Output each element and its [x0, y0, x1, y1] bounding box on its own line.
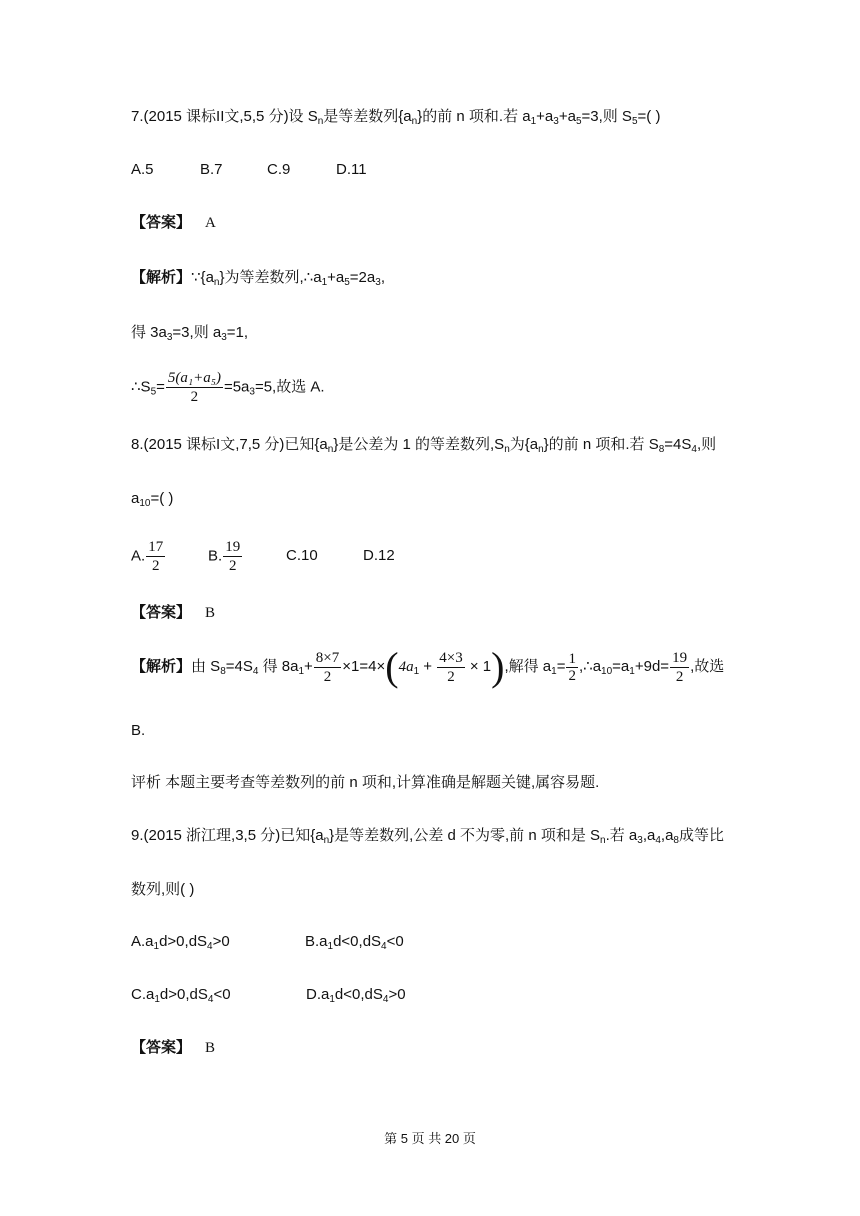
- option-c: C.9: [267, 161, 291, 178]
- q9-stem: 9.(2015 浙江理,3,5 分)已知$\{a_n\}$是等差数列,公差 d 不为零,前 n 项和是 $S_n$.若 $a_3,a_4,a_8$成等比: [131, 827, 724, 846]
- option-c: $C.a_1d>0,dS_4<0$: [131, 986, 231, 1005]
- q9-answer: [131, 1038, 215, 1058]
- answer-label: 【答案】: [131, 604, 192, 621]
- q8-stem: 8.(2015 课标I文,7,5 分)已知$\{a_n\}$是公差为 1 的等差数列$,S_n$为$\{a_n\}$的前 n 项和.若 $S_8=4S_4$,则: [131, 436, 717, 455]
- option-b: B.7: [200, 161, 223, 178]
- q9-stem-2: 数列,则( ): [131, 881, 195, 898]
- option-a: A.5: [131, 161, 154, 178]
- q7-options: [131, 160, 367, 180]
- q7-answer: [131, 213, 216, 233]
- q8-analysis-cont: B.: [131, 722, 146, 739]
- q7-analysis-2: 得 $3a_3=3$,则 $a_3=1$,: [131, 324, 249, 343]
- option-d: D.11: [336, 161, 367, 178]
- answer-value: A: [205, 215, 216, 231]
- option-b: $B.a_1d<0,dS_4<0$: [305, 933, 404, 952]
- q8-stem-2: $a_{10}=$( ): [131, 490, 174, 509]
- option-c: C.10: [286, 547, 318, 565]
- q8-answer: [131, 603, 215, 623]
- q9-options-row1: [131, 932, 404, 952]
- q8-options: [131, 538, 395, 575]
- q7-analysis-1: 【解析】$\because\{a_n\}$为等差数列$,\therefore a_1+a_5=2a_3$,: [131, 269, 385, 288]
- page-footer: 第 5 页 共 20 页: [384, 1131, 476, 1146]
- answer-value: B: [205, 605, 216, 621]
- option-a: $A.a_1d>0,dS_4>0$: [131, 933, 230, 952]
- answer-label: 【答案】: [131, 214, 192, 231]
- option-b: B. $\frac{19}{2}$: [208, 539, 241, 574]
- q7-analysis-3: $\therefore S_5=$ $\frac{\text{5(a₁+a₅)}}{2}$ $=5a_3=5$,故选 A.: [131, 370, 325, 405]
- q7-stem: 7.(2015 课标II文,5,5 分)设 $S_n$是等差数列$\{a_n\}$的前 n 项和.若 $a_1+a_3+a_5=3$,则 $S_5=$( ): [131, 108, 661, 127]
- answer-value: B: [205, 1040, 216, 1056]
- option-d: $D.a_1d<0,dS_4>0$: [306, 986, 406, 1005]
- q8-analysis: 【解析】由 $S_8=4S_4$ 得 $8a_1+$ $\frac{8\times 7}{2}$ $\times 1=4\times(4a_1$ + $\frac{4\times 3}{2}$ × 1),解得 $a_1=$ $\frac{1}{2}$ $,\therefore a_{10}=a_1+9d=$ $\frac{19}{2}$ ,故选: [131, 644, 725, 689]
- q9-options-row2: [131, 985, 406, 1005]
- option-d: D.12: [363, 547, 395, 565]
- answer-label: 【答案】: [131, 1039, 192, 1056]
- fraction: $\frac{\text{5(a₁+a₅)}}{2}$: [167, 370, 221, 405]
- q8-comment: 评析 本题主要考查等差数列的前 n 项和,计算准确是解题关键,属容易题.: [131, 774, 600, 791]
- option-a: A. $\frac{17}{2}$: [131, 539, 164, 574]
